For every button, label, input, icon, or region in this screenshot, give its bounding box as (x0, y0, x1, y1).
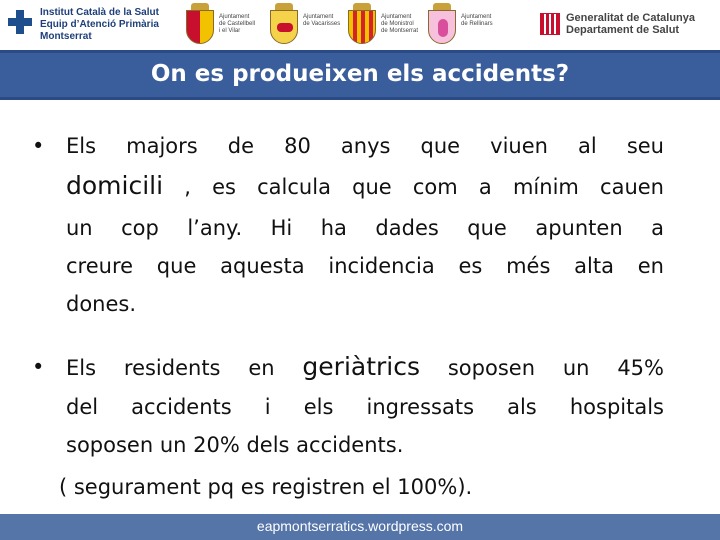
emphasis-geriatrics: geriàtrics (302, 352, 421, 381)
bullet-1-line-4: creure que aquesta incidencia es més alta en (66, 254, 664, 278)
castellbell-shield-icon (184, 3, 216, 45)
bullet-2-line-1-start: Els residents en (66, 356, 303, 380)
ics-line-1: Institut Català de la Salut (40, 7, 159, 18)
monistrol-line-1: Ajuntament (381, 14, 412, 20)
monistrol-line-2: de Monistrol (381, 21, 414, 27)
logo-strip (0, 0, 720, 50)
footnote-text: ( segurament pq es registren el 100%). (59, 475, 473, 499)
ics-line-3: Montserrat (40, 31, 92, 42)
ics-logo (4, 5, 204, 45)
monistrol-shield-icon (346, 3, 378, 45)
bullet-2-line-1-end: soposen un 45% (420, 356, 664, 380)
bullet-2 (24, 347, 674, 467)
vacarisses-line-1: Ajuntament (303, 14, 334, 20)
ajuntament-rellinars-logo (426, 3, 526, 47)
gencat-line-1: Generalitat de Catalunya (566, 12, 695, 24)
castellbell-line-3: i el Vilar (219, 28, 241, 34)
emphasis-domicili: domicili (66, 171, 164, 200)
slide-title: On es produeixen els accidents? (150, 61, 570, 87)
castellbell-line-2: de Castellbell (219, 21, 256, 27)
ics-line-2: Equip d’Atenció Primària (40, 19, 159, 30)
rellinars-line-2: de Rellinars (461, 21, 493, 27)
bullet-1-line-2-rest: , es calcula que com a mínim cauen (163, 175, 664, 199)
bullet-1-line-1: Els majors de 80 anys que viuen al seu (66, 134, 664, 158)
bullet-1-line-2 (66, 166, 664, 207)
footer-bar (0, 514, 720, 540)
title-banner (0, 50, 720, 100)
bullet-dot-icon: • (32, 355, 45, 379)
bullet-2-line-1 (66, 347, 664, 388)
bullet-1-line-5: dones. (66, 292, 137, 316)
ics-logo-text (40, 7, 205, 43)
bullet-2-line-3: soposen un 20% dels accidents. (66, 433, 404, 457)
footer-url[interactable]: eapmontserratics.wordpress.com (256, 518, 464, 534)
vacarisses-shield-icon (268, 3, 300, 45)
bullet-1-line-3: un cop l’any. Hi ha dades que apunten a (66, 216, 664, 240)
bullet-dot-icon: • (32, 134, 45, 158)
bullet-2-line-2: del accidents i els ingressats als hospitals (66, 395, 664, 419)
rellinars-shield-icon (426, 3, 458, 45)
bullet-1 (24, 126, 674, 326)
gencat-logo (540, 12, 718, 40)
vacarisses-line-2: de Vacarisses (303, 21, 341, 27)
monistrol-line-3: de Montserrat (381, 28, 419, 34)
rellinars-line-1: Ajuntament (461, 14, 492, 20)
gencat-line-2: Departament de Salut (566, 24, 680, 36)
ics-cross-icon (8, 10, 32, 34)
gencat-flag-icon (540, 13, 560, 35)
castellbell-line-1: Ajuntament (219, 14, 250, 20)
